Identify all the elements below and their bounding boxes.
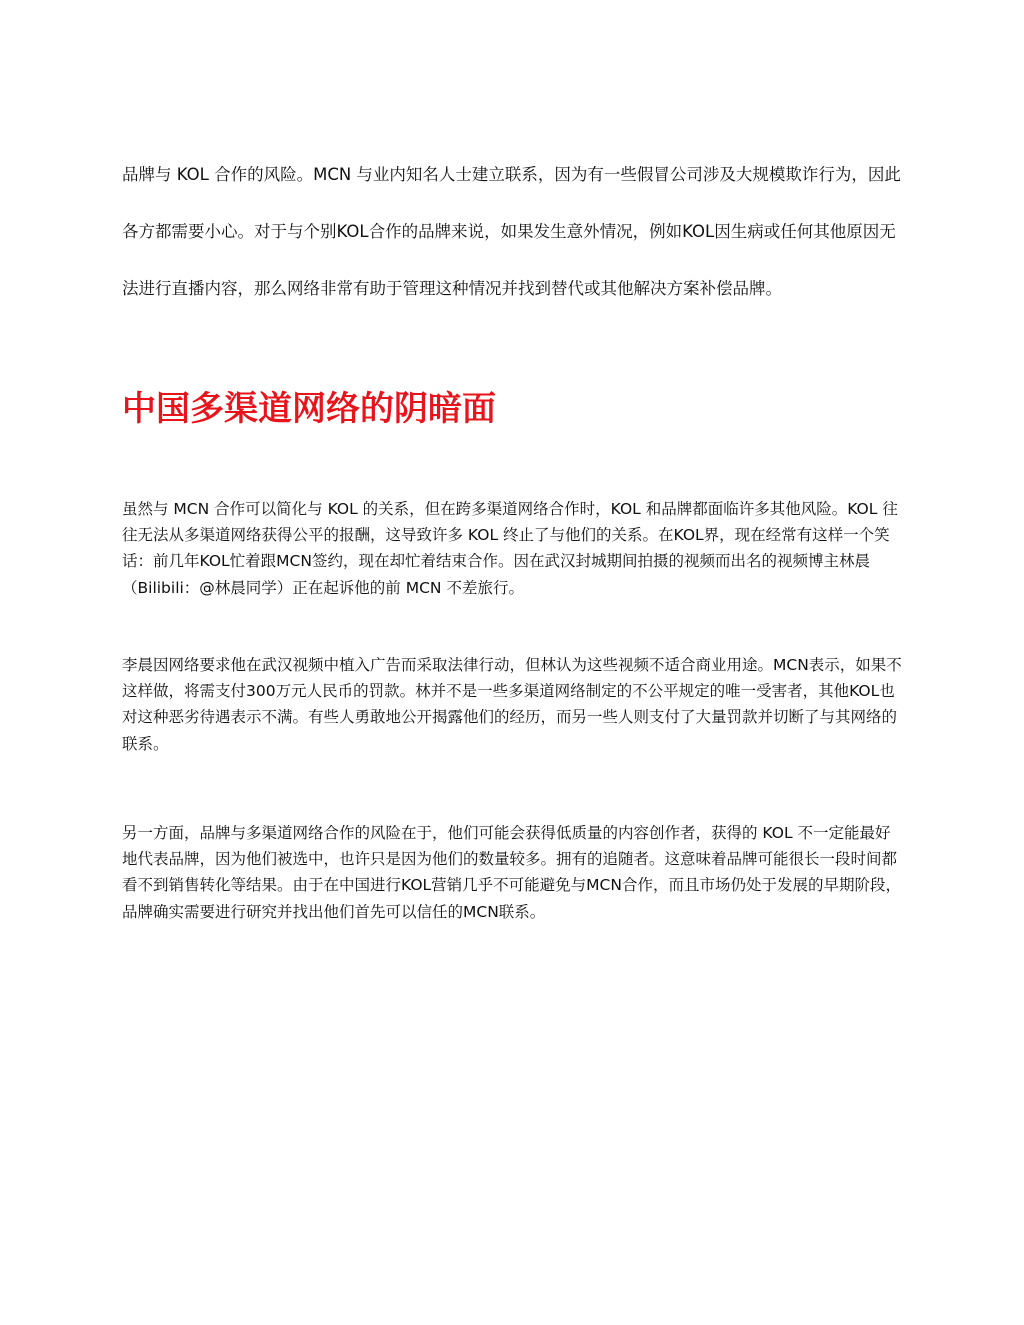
body-paragraph-2: 李晨因网络要求他在武汉视频中植入广告而采取法律行动，但林认为这些视频不适合商业用途。MCN表示，如果不这样做，将需支付300万元人民币的罚款。林并不是一些多渠道网络制定的不公平规定的唯一受害者，其他KOL也对这种恶劣待遇表示不满。有些人勇敢地公开揭露他们的经历，而另一些人则支付了大量罚款并切断了与其网络的联系。 — [122, 656, 902, 753]
body-paragraph-1: 虽然与 MCN 合作可以简化与 KOL 的关系，但在跨多渠道网络合作时，KOL 和品牌都面临许多其他风险。KOL 往往无法从多渠道网络获得公平的报酬，这导致许多 KOL 终止了与他们的关系。在KOL界，现在经常有这样一个笑话：前几年KOL忙着跟MCN签约，现在却忙着结束合作。因在武汉封城期间拍摄的视频而出名的视频博主林晨（Bilibili：@林晨同学）正在起诉他的前 MCN 不差旅行。 — [122, 500, 898, 597]
section-heading: 中国多渠道网络的阴暗面 — [122, 389, 496, 429]
body-paragraph-3: 另一方面，品牌与多渠道网络合作的风险在于，他们可能会获得低质量的内容创作者，获得的 KOL 不一定能最好地代表品牌，因为他们被选中，也许只是因为他们的数量较多。拥有的追随者。这意味着品牌可能很长一段时间都看不到销售转化等结果。由于在中国进行KOL营销几乎不可能避免与MCN合作，而且市场仍处于发展的早期阶段，品牌确实需要进行研究并找出他们首先可以信任的MCN联系。 — [122, 824, 901, 921]
intro-paragraph: 品牌与 KOL 合作的风险。MCN 与业内知名人士建立联系，因为有一些假冒公司涉及大规模欺诈行为，因此各方都需要小心。对于与个别KOL合作的品牌来说，如果发生意外情况，例如KOL因生病或任何其他原因无法进行直播内容，那么网络非常有助于管理这种情况并找到替代或其他解决方案补偿品牌。 — [122, 165, 901, 298]
